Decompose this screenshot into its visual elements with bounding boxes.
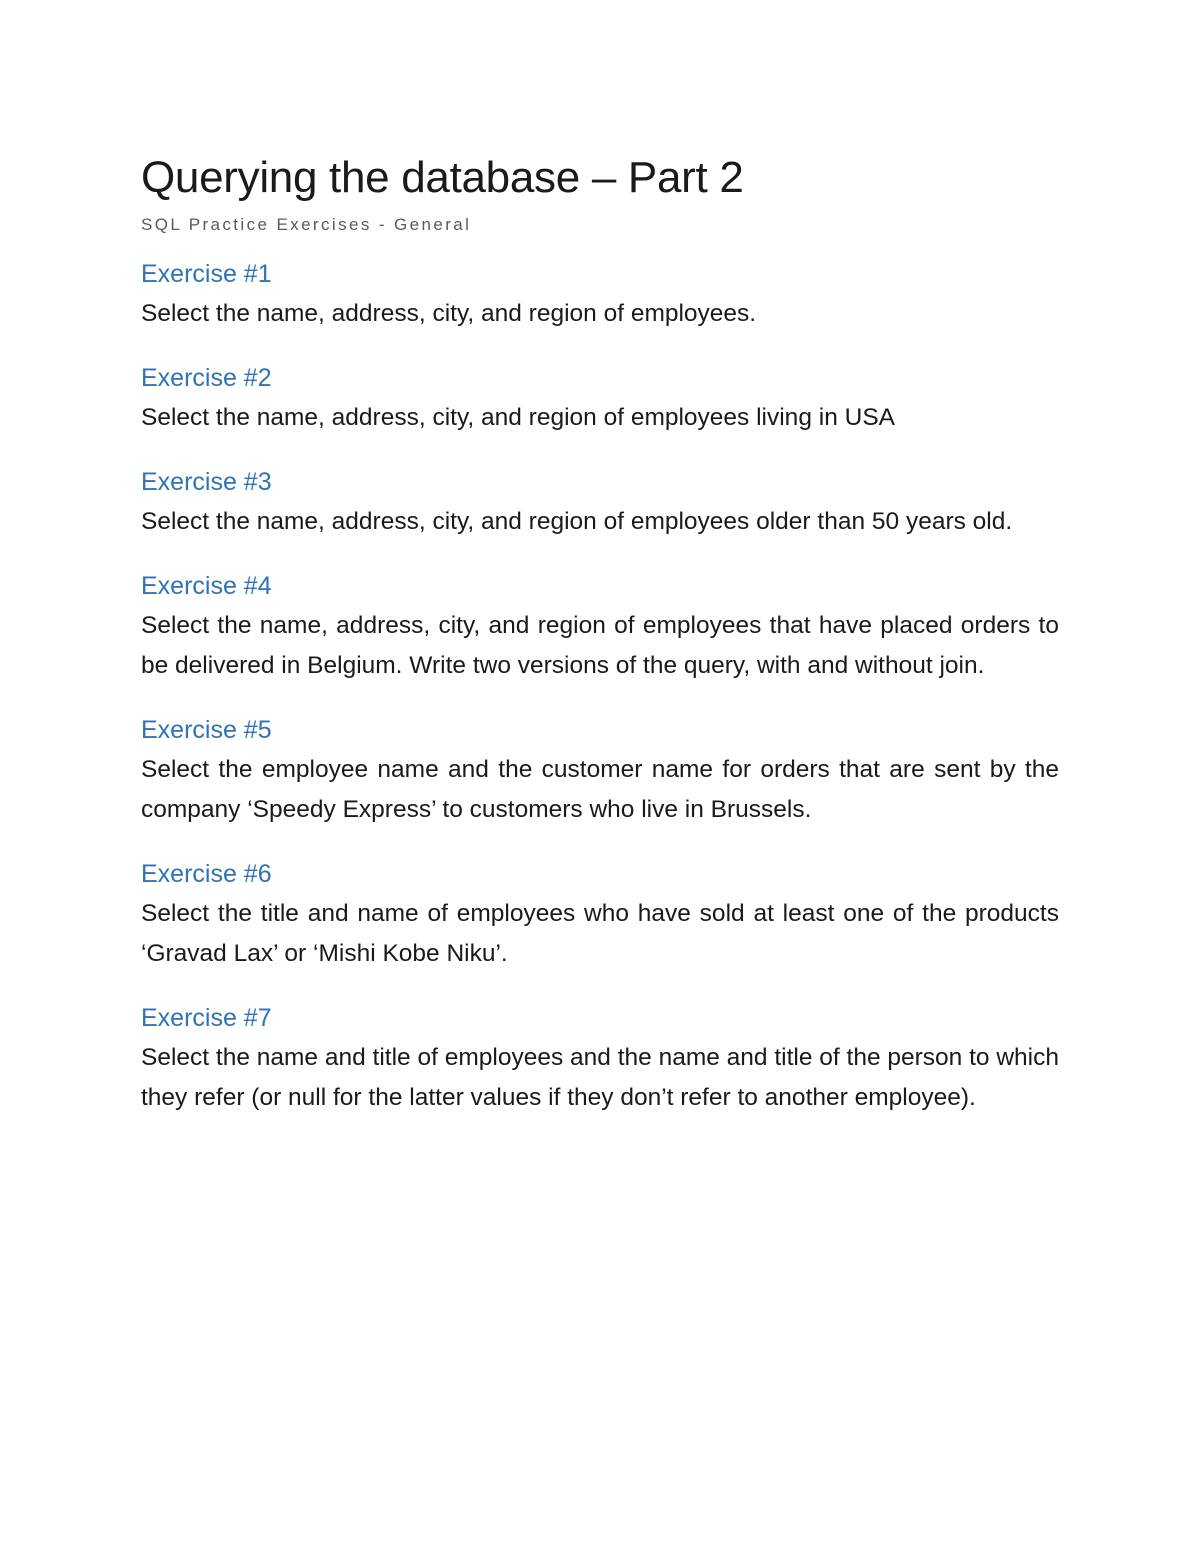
- exercise-section-3: [141, 462, 1059, 542]
- document-title: Querying the database – Part 2: [141, 153, 744, 202]
- document-body: [141, 146, 1059, 1118]
- exercise-heading: Exercise #7: [141, 1004, 272, 1032]
- exercise-text: Select the title and name of employees who have sold at least one of the products ‘Gravad Lax’ or ‘Mishi Kobe Niku’.: [141, 900, 1059, 967]
- exercise-text: Select the name, address, city, and region of employees.: [141, 300, 757, 327]
- exercise-section-4: [141, 566, 1059, 686]
- exercise-heading: Exercise #4: [141, 572, 272, 600]
- exercise-heading: Exercise #6: [141, 860, 272, 888]
- exercise-heading: Exercise #1: [141, 260, 272, 288]
- exercise-text: Select the name and title of employees and the name and title of the person to which they refer (or null for the latter values if they don’t refer to another employee).: [141, 1044, 1059, 1111]
- exercise-text: Select the name, address, city, and region of employees that have placed orders to be delivered in Belgium. Write two versions of the query, with and without join.: [141, 612, 1059, 679]
- exercise-section-7: [141, 998, 1059, 1118]
- exercise-section-5: [141, 710, 1059, 830]
- exercise-heading: Exercise #5: [141, 716, 272, 744]
- exercise-section-6: [141, 854, 1059, 974]
- document-subtitle: SQL Practice Exercises - General: [141, 215, 472, 234]
- exercise-section-2: [141, 358, 1059, 438]
- exercise-section-1: [141, 254, 1059, 334]
- exercise-text: Select the employee name and the customer name for orders that are sent by the company ‘Speedy Express’ to customers who live in Brussels.: [141, 756, 1059, 823]
- exercise-heading: Exercise #3: [141, 468, 272, 496]
- exercise-text: Select the name, address, city, and region of employees older than 50 years old.: [141, 508, 1013, 535]
- exercise-text: Select the name, address, city, and region of employees living in USA: [141, 404, 895, 431]
- exercise-heading: Exercise #2: [141, 364, 272, 392]
